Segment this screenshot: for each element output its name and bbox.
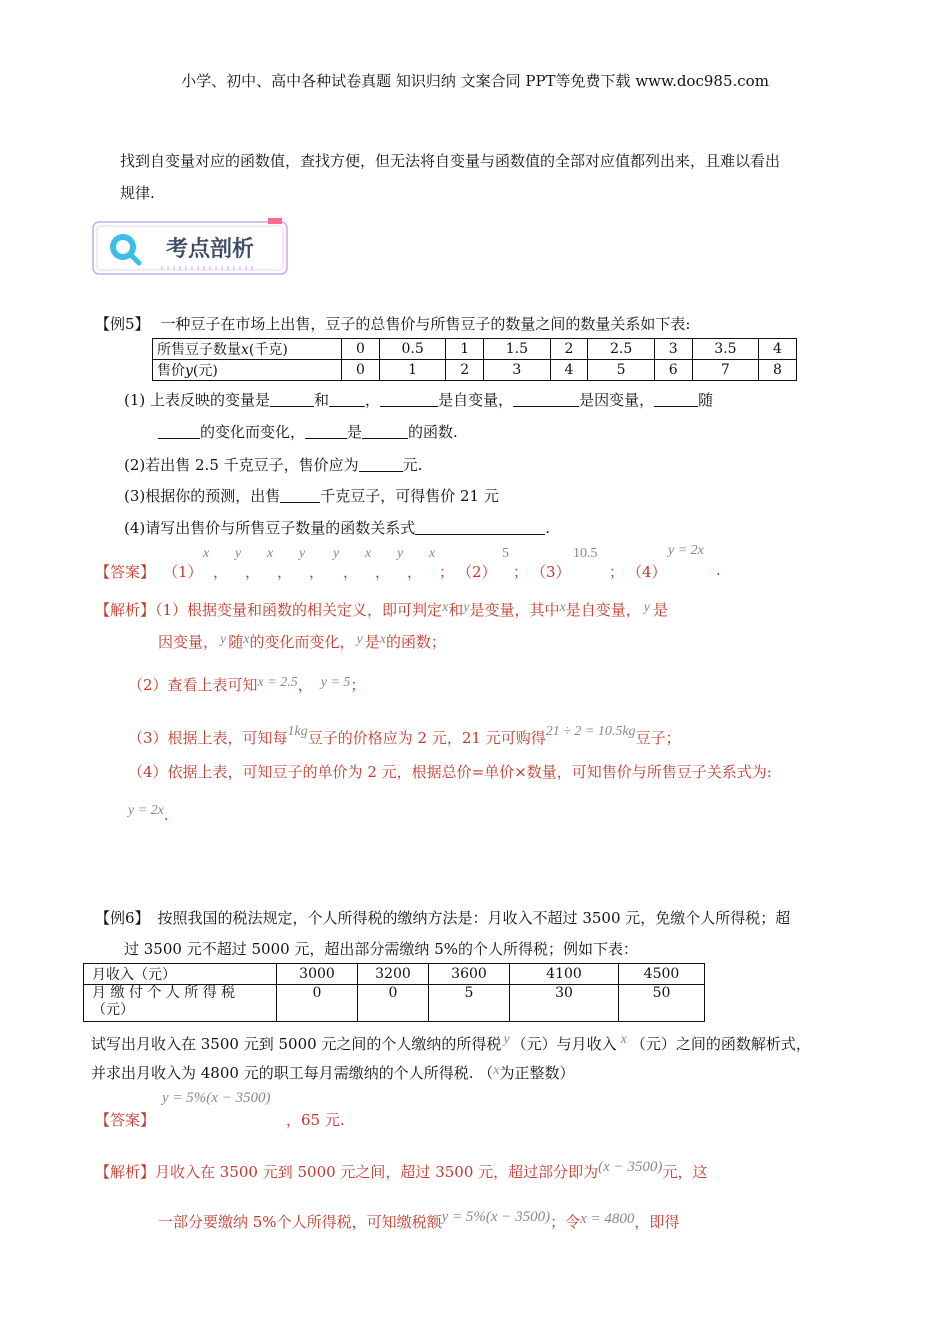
table-cell: 30 bbox=[510, 985, 619, 1022]
ex5-ans-semi: ； bbox=[513, 563, 529, 581]
table-cell: 0 bbox=[342, 339, 380, 360]
table-cell: 1 bbox=[446, 339, 484, 360]
section-title: 考点剖析 bbox=[166, 237, 255, 262]
ex5-stem: 一种豆子在市场上出售，豆子的总售价与所售豆子的数量之间的数量关系如下表: bbox=[160, 315, 691, 333]
table-cell: 4500 bbox=[619, 964, 705, 985]
table-cell: 0 bbox=[342, 360, 380, 381]
intro-line-1: 找到自变量对应的函数值，查找方便，但无法将自变量与函数值的全部对应值都列出来，且难以看出 bbox=[120, 152, 781, 170]
table-cell: 2 bbox=[446, 360, 484, 381]
ex5-ans-end: . bbox=[716, 561, 721, 579]
ex5-analysis-2: （2）查看上表可知x = 2.5， y = 5； bbox=[128, 675, 366, 694]
table-cell: 5 bbox=[429, 985, 510, 1022]
ex5-ans-sep: ， bbox=[309, 563, 325, 581]
ex5-ans-semi: ； bbox=[609, 563, 625, 581]
ex5-ans-sep: ， bbox=[375, 563, 391, 581]
ex6-analysis-line2: 一部分要缴纳 5%个人所得税，可知缴税额y = 5%(x − 3500)；令x = 4800，即得 bbox=[158, 1209, 680, 1231]
ex5-analysis-4-formula: y = 2x. bbox=[128, 803, 169, 824]
table-cell: 5 bbox=[588, 360, 654, 381]
ex5-answer-label: 【答案】 bbox=[95, 563, 156, 581]
ex5-ans-sep: ， bbox=[407, 563, 423, 581]
ex5-ans-3-value: 10.5 bbox=[573, 546, 598, 561]
ex5-ans-sep: ， bbox=[343, 563, 359, 581]
table-cell: 4 bbox=[759, 339, 797, 360]
table-cell: 7 bbox=[692, 360, 758, 381]
table-cell: 3.5 bbox=[692, 339, 758, 360]
ex5-ans-var: y bbox=[397, 546, 404, 561]
ex5-ans-var: x bbox=[267, 546, 274, 561]
ex6-stem-line1: 【例6】 按照我国的税法规定，个人所得税的缴纳方法是：月收入不超过 3500 元，免缴个人所得税；超 bbox=[95, 909, 791, 927]
ex5-q4: (4)请写出售价与所售豆子数量的函数关系式 . bbox=[124, 519, 551, 537]
ex5-stem-line bbox=[95, 313, 690, 334]
table-cell: 0.5 bbox=[379, 339, 445, 360]
table-cell: 3200 bbox=[358, 964, 429, 985]
ex6-answer-label: 【答案】 bbox=[95, 1111, 156, 1129]
table-header-cell: 售价y(元) bbox=[153, 360, 342, 381]
ex5-label: 【例5】 bbox=[95, 315, 150, 333]
ex6-question-line1: 试写出月收入在 3500 元到 5000 元之间的个人缴纳的所得税 y （元）与月收入 x （元）之间的函数解析式， bbox=[91, 1032, 811, 1053]
ex5-ans-var: x bbox=[203, 546, 210, 561]
ex5-q2: (2)若出售 2.5 千克豆子，售价应为 元. bbox=[124, 456, 423, 474]
ex5-analysis-line1: 【解析】（1）根据变量和函数的相关定义，即可判定x和y是变量，其中x是自变量， y 是 bbox=[95, 600, 668, 619]
ex6-stem-line2: 过 3500 元不超过 5000 元，超出部分需缴纳 5%的个人所得税；例如下表： bbox=[124, 940, 638, 958]
table-cell: 3 bbox=[654, 339, 692, 360]
table-cell: 8 bbox=[759, 360, 797, 381]
table-row bbox=[153, 339, 797, 360]
table-cell: 3600 bbox=[429, 964, 510, 985]
ex6-answer-text: ，65 元. bbox=[286, 1111, 345, 1129]
table-cell: 3000 bbox=[277, 964, 358, 985]
search-icon bbox=[106, 230, 144, 268]
table-cell: 0 bbox=[358, 985, 429, 1022]
ex6-analysis-line1: 【解析】月收入在 3500 元到 5000 元之间，超过 3500 元，超过部分即为(x − 3500)元，这 bbox=[95, 1159, 708, 1181]
table-row bbox=[84, 985, 705, 1022]
table-cell: 4 bbox=[550, 360, 588, 381]
table-cell: 2.5 bbox=[588, 339, 654, 360]
ex5-analysis-3: （3）根据上表，可知每1kg豆子的价格应为 2 元，21 元可购得21 ÷ 2 = 10.5kg豆子； bbox=[128, 724, 681, 747]
ex5-ans-4-value: y = 2x bbox=[668, 543, 704, 558]
ex5-ans-var: y bbox=[235, 546, 242, 561]
ex5-analysis-line2: 因变量， y 随x的变化而变化， y 是x的函数； bbox=[158, 632, 446, 651]
table-cell: 1 bbox=[379, 360, 445, 381]
ex5-ans-sep: ， bbox=[277, 563, 293, 581]
ex5-ans-semi: ； bbox=[439, 563, 455, 581]
table-row bbox=[153, 360, 797, 381]
ex5-q3: (3)根据你的预测，出售 千克豆子，可得售价 21 元 bbox=[124, 487, 499, 505]
section-badge bbox=[92, 218, 290, 278]
ex5-ans-var: y bbox=[299, 546, 306, 561]
ex5-q1-line2: 的变化而变化， 是 的函数. bbox=[158, 421, 458, 442]
table-cell: 2 bbox=[550, 339, 588, 360]
intro-line-2: 规律. bbox=[120, 184, 155, 202]
ex5-ans-var: y bbox=[333, 546, 340, 561]
ex6-answer-formula: y = 5%(x − 3500) bbox=[162, 1090, 271, 1106]
ex5-q1-line1: (1) 上表反映的变量是 和 ， 是自变量， 是因变量， 随 bbox=[124, 391, 714, 409]
table-header-cell: 月收入（元） bbox=[84, 964, 277, 985]
ex5-ans-2-value: 5 bbox=[502, 546, 509, 561]
table-cell: 50 bbox=[619, 985, 705, 1022]
ex5-ans-var: x bbox=[365, 546, 372, 561]
table-header-cell: 月 缴 付 个 人 所 得 税 （元） bbox=[84, 985, 277, 1022]
ex5-answer-1: （1） bbox=[163, 563, 203, 581]
ex5-answer-3: （3） bbox=[531, 563, 571, 581]
table-cell: 3 bbox=[484, 360, 550, 381]
table-cell: 4100 bbox=[510, 964, 619, 985]
ex5-answer-4: （4） bbox=[627, 563, 667, 581]
ex5-ans-var: x bbox=[429, 546, 436, 561]
ex5-ans-sep: ， bbox=[213, 563, 229, 581]
ex6-table bbox=[83, 963, 705, 1022]
ex6-question-line2: 并求出月收入为 4800 元的职工每月需缴纳的个人所得税. （x为正整数） bbox=[91, 1063, 575, 1082]
ex5-analysis-4: （4）依据上表，可知豆子的单价为 2 元，根据总价=单价×数量，可知售价与所售豆子关系式为: bbox=[128, 763, 772, 781]
ex5-answer-2: （2） bbox=[457, 563, 497, 581]
table-row bbox=[84, 964, 705, 985]
table-header-cell: 所售豆子数量x(千克) bbox=[153, 339, 342, 360]
page-header: 小学、初中、高中各种试卷真题 知识归纳 文案合同 PPT等免费下载 www.doc985.com bbox=[181, 72, 769, 90]
table-cell: 1.5 bbox=[484, 339, 550, 360]
ex5-ans-sep: ， bbox=[245, 563, 261, 581]
ex5-table bbox=[152, 338, 797, 381]
table-cell: 6 bbox=[654, 360, 692, 381]
table-cell: 0 bbox=[277, 985, 358, 1022]
